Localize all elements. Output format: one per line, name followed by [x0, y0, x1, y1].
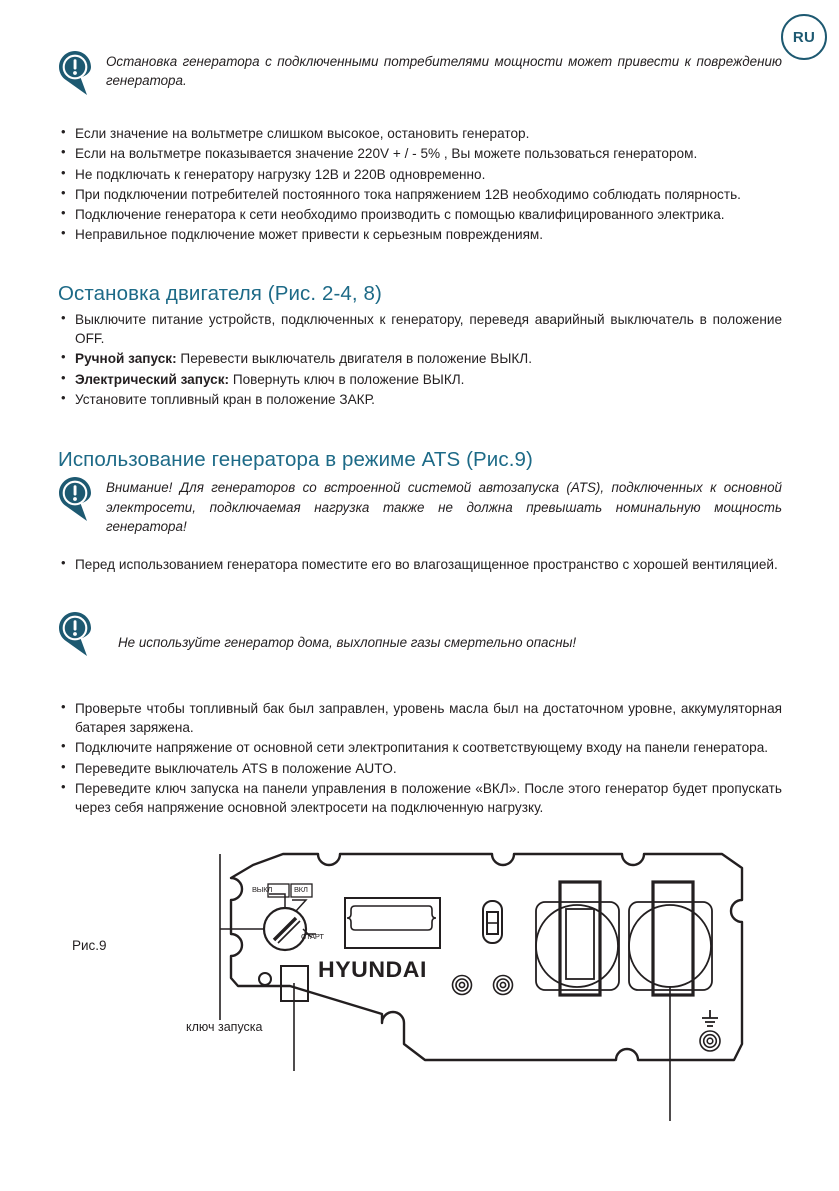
list-item-text: Повернуть ключ в положение ВЫКЛ.	[229, 371, 465, 387]
list-item	[58, 310, 782, 349]
section-heading-stop-engine: Остановка двигателя (Рис. 2-4, 8)	[58, 281, 382, 305]
ru-badge-label: RU	[792, 28, 816, 46]
exclamation-pin-icon	[58, 476, 92, 522]
switch-label-off: ВЫКЛ	[252, 885, 273, 894]
list-item-emphasis: Электрический запуск:	[75, 371, 230, 387]
list-item: • Если на вольтметре показывается значение 220V + / - 5% , Вы можете пользоваться генератором.	[58, 144, 782, 163]
list-item: • Перед использованием генератора поместите его во влагозащищенное пространство с хорошей вентиляцией.	[58, 555, 782, 574]
list-item	[58, 349, 782, 368]
hyundai-brand-logo: HYUNDAI	[318, 957, 427, 982]
list-item	[58, 370, 782, 389]
exclamation-pin-icon	[58, 611, 92, 657]
switch-label-start: СТАРТ	[301, 932, 324, 941]
warning-block-ats	[58, 476, 782, 536]
ats-pre-bullet-list	[58, 555, 782, 574]
list-item: • Подключите напряжение от основной сети электропитания к соответствующему входу на панели генератора.	[58, 738, 782, 757]
list-item: • Переведите ключ запуска на панели управления в положение «ВКЛ». После этого генератор будет пропускать через себя напряжение основной электросети на подключенную нагрузку.	[58, 779, 782, 818]
intro-bullet-list	[58, 124, 782, 245]
exclamation-pin-icon	[58, 50, 92, 96]
list-item-emphasis: Ручной запуск:	[75, 351, 177, 367]
document-body	[58, 0, 782, 819]
list-item: • Переведите выключатель ATS в положение AUTO.	[58, 759, 782, 778]
ats-steps-bullet-list	[58, 699, 782, 818]
list-item-text: Установите топливный кран в положение ЗАКР.	[75, 391, 375, 407]
list-item: • Проверьте чтобы топливный бак был заправлен, уровень масла был на достаточном уровне, аккумуляторная батарея заряжена.	[58, 699, 782, 738]
callout-label-start-key: ключ запуска	[186, 1020, 263, 1034]
warning-block-top	[58, 50, 782, 96]
figure-number-label: Рис.9	[72, 938, 107, 953]
warning-text-top: Остановка генератора с подключенными потребителями мощности может привести к повреждению генератора.	[106, 54, 782, 89]
section-heading-ats-mode: Использование генератора в режиме ATS (Рис.9)	[58, 448, 533, 472]
figure-control-panel	[0, 838, 839, 1138]
warning-text-exhaust: Не используйте генератор дома, выхлопные газы смертельно опасны!	[118, 634, 577, 650]
list-item: • Не подключать к генератору нагрузку 12В и 220В одновременно.	[58, 165, 782, 184]
warning-text-ats: Внимание! Для генераторов со встроенной системой автозапуска (ATS), подключенных к основной электросети, подключаемая нагрузка также не должна превышать номинальную мощность генератора!	[106, 480, 782, 535]
warning-block-exhaust	[58, 611, 782, 657]
list-item	[58, 390, 782, 409]
switch-label-on: ВКЛ	[294, 885, 308, 894]
ru-language-badge	[781, 14, 827, 60]
list-item: • Подключение генератора к сети необходимо производить с помощью квалифицированного электрика.	[58, 205, 782, 224]
list-item-text: Перевести выключатель двигателя в положение ВЫКЛ.	[176, 351, 532, 367]
list-item-text: Выключите питание устройств, подключенных к генератору, переведя аварийный выключатель в положение OFF.	[75, 311, 782, 347]
control-panel-drawing	[0, 838, 839, 1138]
stop-engine-bullet-list	[58, 310, 782, 409]
list-item: • Неправильное подключение может привести к серьезным повреждениям.	[58, 225, 782, 244]
list-item: • При подключении потребителей постоянного тока напряжением 12В необходимо соблюдать полярность.	[58, 185, 782, 204]
list-item: • Если значение на вольтметре слишком высокое, остановить генератор.	[58, 124, 782, 143]
